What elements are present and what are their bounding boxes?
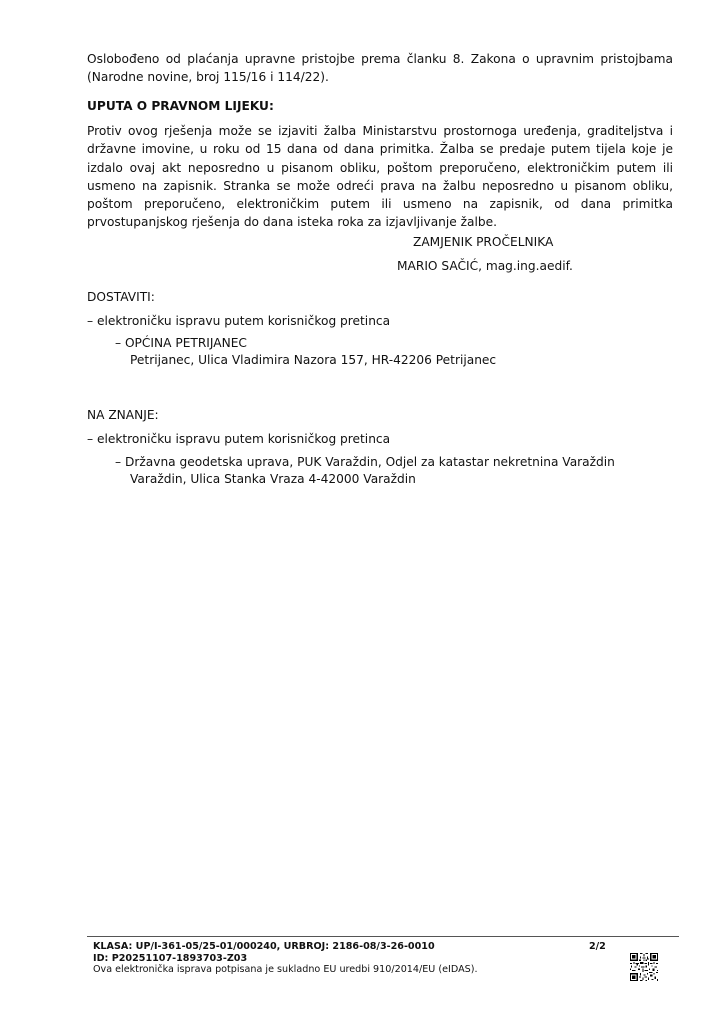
qr-code-icon xyxy=(630,953,658,981)
deliver-heading: DOSTAVITI: xyxy=(87,290,155,304)
deliver-recipient-name: – OPĆINA PETRIJANEC xyxy=(115,336,247,350)
notice-heading: NA ZNANJE: xyxy=(87,408,159,422)
footer-divider xyxy=(87,936,679,937)
footer-page-number: 2/2 xyxy=(589,941,606,952)
notice-recipient-address: Varaždin, Ulica Stanka Vraza 4-42000 Varaždin xyxy=(130,472,416,486)
signature-name: MARIO SAČIĆ, mag.ing.aedif. xyxy=(397,259,573,273)
notice-recipient-name: – Državna geodetska uprava, PUK Varaždin, Odjel za katastar nekretnina Varaždin xyxy=(115,455,615,469)
deliver-method: – elektroničku ispravu putem korisničkog pretinca xyxy=(87,314,391,328)
notice-method: – elektroničku ispravu putem korisničkog pretinca xyxy=(87,432,391,446)
signature-title: ZAMJENIK PROČELNIKA xyxy=(413,235,554,249)
footer-eidas-note: Ova elektronička isprava potpisana je sukladno EU uredbi 910/2014/EU (eIDAS). xyxy=(93,964,478,975)
fee-exemption-text: Oslobođeno od plaćanja upravne pristojbe prema članku 8. Zakona o upravnim pristojbama (Narodne novine, broj 115/16 i 114/22). xyxy=(87,52,673,85)
deliver-recipient-address: Petrijanec, Ulica Vladimira Nazora 157, HR-42206 Petrijanec xyxy=(130,353,497,367)
legal-remedy-heading: UPUTA O PRAVNOM LIJEKU: xyxy=(87,99,274,113)
legal-remedy-text: Protiv ovog rješenja može se izjaviti žalba Ministarstvu prostornoga uređenja, graditeljstva i državne imovine, u roku od 15 dana od dana primitka. Žalba se predaje putem tijela koje je izdalo ovaj akt neposredno u pisanom obliku, poštom preporučeno, elektroničkim putem ili usmeno na zapisnik. Stranka se može odreći prava na žalbu neposredno u pisanom obliku, poštom preporučeno, elektroničkim putem ili usmeno na zapisnik, od dana primitka prvostupanjskog rješenja do dana isteka roka za izjavljivanje žalbe. xyxy=(87,124,673,230)
footer-document-id: ID: P20251107-1893703-Z03 xyxy=(93,953,248,964)
footer-klasa: KLASA: UP/I-361-05/25-01/000240, URBROJ: 2186-08/3-26-0010 xyxy=(93,941,435,952)
